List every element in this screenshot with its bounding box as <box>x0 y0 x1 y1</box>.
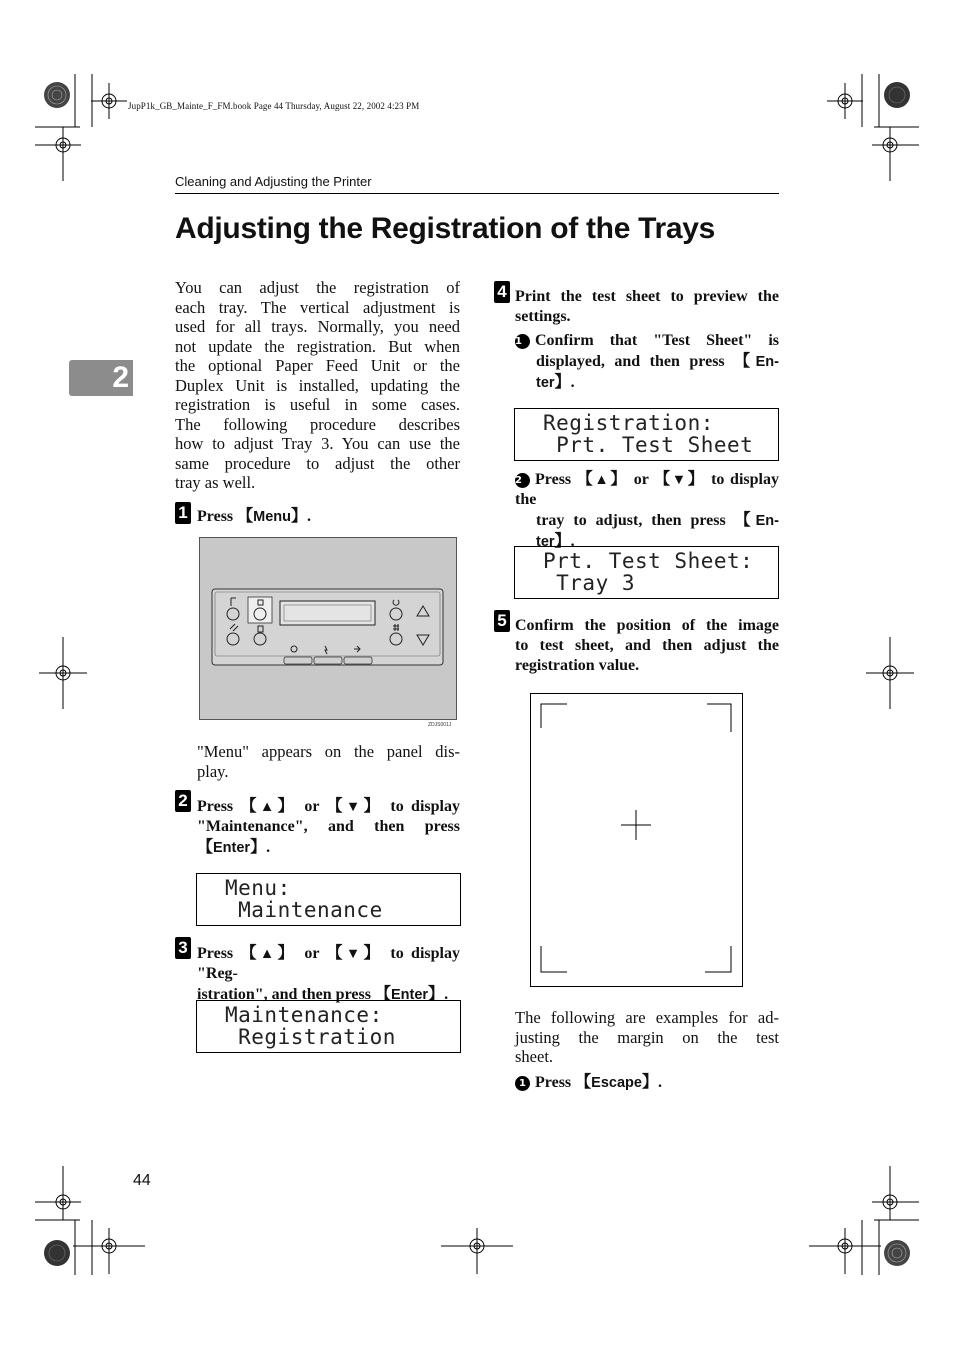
step-1-text: Press 【Menu】. <box>197 506 312 525</box>
down-arrow-key: ▼ <box>345 799 364 815</box>
substep-marker: 2 <box>515 473 530 488</box>
step-number: 5 <box>494 610 510 632</box>
lcd-display-registration: Registration: Prt. Test Sheet <box>514 408 779 461</box>
up-arrow-key: ▲ <box>259 946 278 962</box>
page-number: 44 <box>133 1172 151 1189</box>
step-4-substep-2: 2 Press 【▲】 or 【▼】 to display the tray to adjust, then press 【En- ter】. <box>515 469 779 550</box>
step-number: 3 <box>175 937 191 959</box>
control-panel-illustration <box>199 537 457 720</box>
down-arrow-key: ▼ <box>671 472 688 488</box>
enter-key-label: Enter <box>390 987 429 1003</box>
intro-line: the optional Paper Feed Unit or the <box>175 356 460 375</box>
intro-line: how to adjust Tray 3. You can use the <box>175 434 460 453</box>
page-title: Adjusting the Registration of the Trays <box>175 212 716 245</box>
enter-key-label: Enter <box>213 840 251 856</box>
intro-line: tray as well. <box>175 473 256 492</box>
step-1-note: "Menu" appears on the panel dis- play. <box>197 742 460 781</box>
lcd-display-test-sheet: Prt. Test Sheet: Tray 3 <box>514 546 779 599</box>
chapter-tab: 2 <box>69 360 133 396</box>
intro-line: Duplex Unit is installed, updating the <box>175 375 460 395</box>
step-number: 4 <box>494 281 510 303</box>
intro-line: You can adjust the registration of <box>175 278 460 297</box>
test-sheet-illustration <box>530 693 743 987</box>
intro-line: registration is useful in some cases. <box>175 395 460 414</box>
up-arrow-key: ▲ <box>594 472 611 488</box>
lcd-display-menu: Menu: Maintenance <box>196 873 461 926</box>
step-3-text: Press 【▲】 or 【▼】 to display "Reg- istration", and then press 【Enter】. <box>197 943 460 1003</box>
up-arrow-key: ▲ <box>259 799 278 815</box>
step-number: 2 <box>175 790 191 812</box>
escape-key-label: Escape <box>591 1075 642 1091</box>
intro-line: The following procedure describes <box>175 414 460 434</box>
step-4-text: Print the test sheet to preview the settings. <box>515 288 779 325</box>
following-paragraph: The following are examples for ad- justing the margin on the test sheet. <box>515 1008 779 1066</box>
down-arrow-key: ▼ <box>345 946 364 962</box>
step-5-text: Confirm the position of the image to test sheet, and then adjust the registration value. <box>515 617 779 674</box>
running-header: Cleaning and Adjusting the Printer <box>175 174 779 194</box>
substep-marker: 1 <box>515 1076 530 1091</box>
intro-line: used for all trays. Normally, you need <box>175 317 460 336</box>
escape-substep: 1 Press 【Escape】. <box>515 1072 779 1093</box>
test-sheet-marks <box>531 694 742 986</box>
menu-key-label: Menu <box>253 509 292 525</box>
file-info: JupP1k_GB_Mainte_F_FM.book Page 44 Thursday, August 22, 2002 4:23 PM <box>128 101 420 111</box>
lcd-display-maintenance: Maintenance: Registration <box>196 1000 461 1053</box>
intro-line: same procedure to adjust the other <box>175 453 460 473</box>
intro-paragraph <box>175 278 460 493</box>
substep-marker: 1 <box>515 334 530 349</box>
intro-line: each tray. The vertical adjustment is <box>175 297 460 317</box>
figure-id: ZDJS001J <box>428 722 452 728</box>
step-4-substep-1: 1 Confirm that "Test Sheet" is displayed, and then press 【En- ter】. <box>515 332 779 391</box>
control-panel-drawing <box>200 538 456 719</box>
step-number: 1 <box>175 502 191 524</box>
step-2-text: Press 【▲】 or 【▼】 to display "Maintenance", and then press 【Enter】. <box>197 796 460 856</box>
intro-line: not update the registration. But when <box>175 336 460 356</box>
